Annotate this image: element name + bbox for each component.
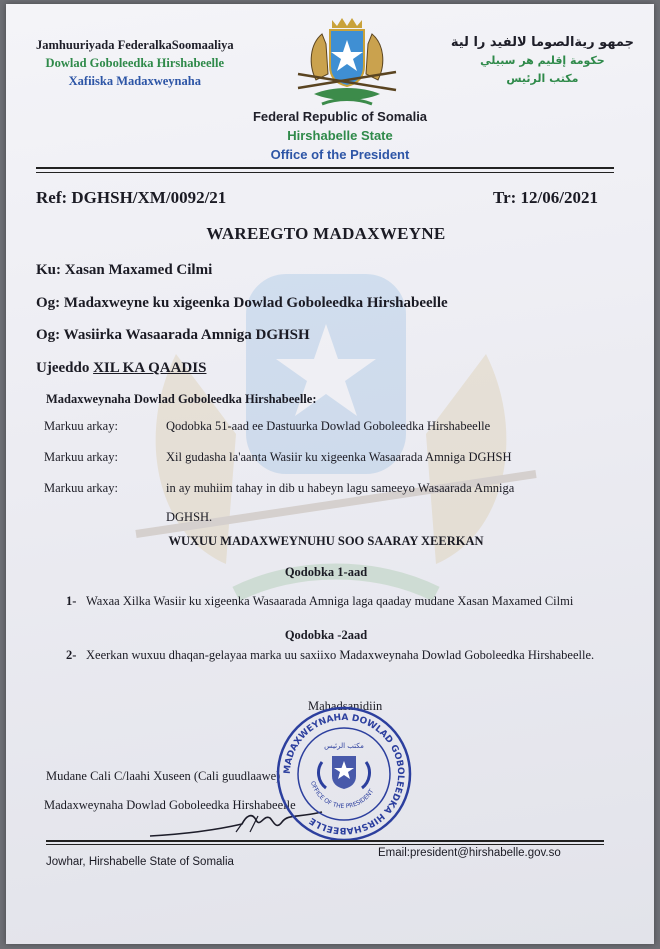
official-stamp-icon <box>274 704 414 844</box>
header-left-line-3: Xafiiska Madaxweynaha <box>68 74 201 88</box>
cc-line-2: Og: Wasiirka Wasaarada Amniga DGHSH <box>36 327 310 343</box>
article-title: Qodobka 1-aad <box>284 565 368 579</box>
article-number: 2- <box>66 648 77 662</box>
header-right-line-3: مكتب الرئيس <box>506 72 579 85</box>
subject-text: XIL KA QAADIS <box>93 360 207 376</box>
header-left-line-1: Jamhuuriyada FederalkaSoomaaliya <box>36 38 234 52</box>
header-left-block <box>36 36 234 90</box>
recital-continuation: DGHSH. <box>166 510 213 524</box>
recital-label: Markuu arkay: <box>44 481 118 495</box>
letter-date: Tr: 12/06/2021 <box>493 188 598 207</box>
header-rule-thin <box>36 172 614 173</box>
article-title: Qodobka -2aad <box>284 628 368 642</box>
header-center-line-1: Federal Republic of Somalia <box>252 109 428 124</box>
header-left-line-2: Dowlad Goboleedka Hirshabeelle <box>45 56 225 70</box>
recital-text: Qodobka 51-aad ee Dastuurka Dowlad Goboleedka Hirshabeelle <box>166 419 491 433</box>
subject-prefix: Ujeeddo <box>36 360 90 376</box>
stamp-inner-text: OFFICE OF THE PRESIDENT <box>308 780 376 811</box>
letter-page <box>6 4 654 944</box>
header-center-line-2: Hirshabelle State <box>287 128 393 143</box>
stamp-outer-text: MADAXWEYNAHA DOWLAD GOBOLEEDKA HIRSHABEELLE <box>282 712 406 836</box>
footer-email: Email:president@hirshabelle.gov.so <box>378 847 561 859</box>
article-number: 1- <box>66 594 77 608</box>
stamp-arabic-text: مكتب الرئيس <box>324 742 364 750</box>
decree-heading: WUXUU MADAXWEYNUHU SOO SAARAY XEERKAN <box>168 534 484 548</box>
letter-title: WAREEGTO MADAXWEYNE <box>206 224 446 243</box>
subject-line <box>36 360 206 377</box>
recital-text: Xil gudasha la'aanta Wasiir ku xigeenka Wasaarada Amniga DGHSH <box>166 450 512 464</box>
somalia-coat-of-arms-icon <box>292 14 402 110</box>
signer-name: Mudane Cali C/laahi Xuseen (Cali guudlaawe) <box>46 769 281 783</box>
footer-rule <box>46 840 604 842</box>
header-right-line-1: جمهو ريةالصوما لالفيد را لية <box>450 35 634 50</box>
recipient-line: Ku: Xasan Maxamed Cilmi <box>36 262 213 278</box>
closing-text: Mahadsanidiin <box>308 699 383 713</box>
footer-rule-thin <box>46 844 604 845</box>
header-center-line-3: Office of the President <box>270 147 410 162</box>
article-text: Waxaa Xilka Wasiir ku xigeenka Wasaarada Amniga laga qaaday mudane Xasan Maxamed Cilmi <box>86 594 574 608</box>
reference-number: Ref: DGHSH/XM/0092/21 <box>36 188 227 207</box>
recital-label: Markuu arkay: <box>44 419 118 433</box>
header-rule <box>36 167 614 169</box>
recital-label: Markuu arkay: <box>44 450 118 464</box>
header-right-block <box>451 34 634 88</box>
intro-line: Madaxweynaha Dowlad Goboleedka Hirshabeelle: <box>46 392 317 406</box>
recital-text: in ay muhiim tahay in dib u habeyn lagu sameeyo Wasaarada Amniga <box>166 481 515 495</box>
footer-address: Jowhar, Hirshabelle State of Somalia <box>46 856 234 868</box>
header-right-line-2: حكومة إقليم هر سبيلي <box>480 54 605 67</box>
article-text: Xeerkan wuxuu dhaqan-gelayaa marka uu saxiixo Madaxweynaha Dowlad Goboleedka Hirshabeelle. <box>86 648 595 662</box>
cc-line-1: Og: Madaxweyne ku xigeenka Dowlad Goboleedka Hirshabeelle <box>36 295 448 311</box>
signer-role: Madaxweynaha Dowlad Goboleedka Hirshabeelle <box>44 798 296 812</box>
header-center-block <box>206 107 474 164</box>
